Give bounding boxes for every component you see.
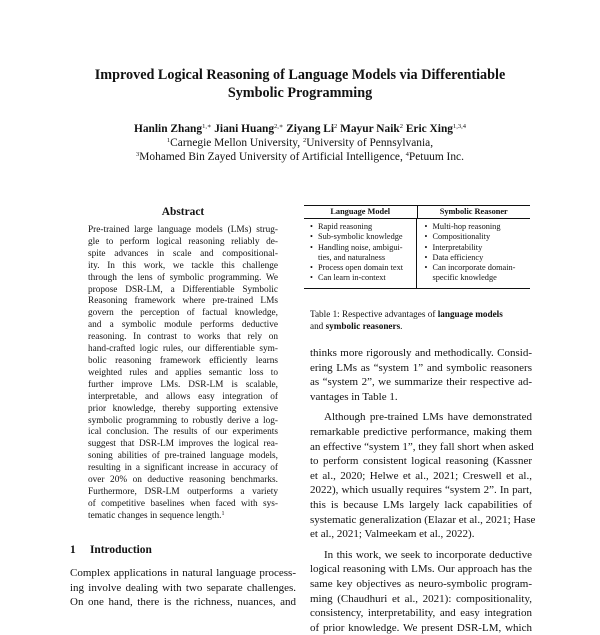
author-sup: 2 xyxy=(334,123,338,130)
body-line: 2022), which usually requires “system 2”. In part, xyxy=(310,484,532,497)
table-header-row xyxy=(304,206,530,218)
intro-body xyxy=(70,566,296,610)
body-line: of prior knowledge. We present DSR-LM, which xyxy=(310,621,532,634)
footnote-mark: 1 xyxy=(221,510,225,517)
author-sup: 2,∗ xyxy=(274,123,284,130)
title-line-2: Symbolic Programming xyxy=(227,85,373,101)
intro-line: Complex applications in natural language process- xyxy=(70,567,296,579)
author-names xyxy=(40,122,560,136)
affiliation-text: University of Pennsylvania, xyxy=(306,137,434,149)
affiliation-sup: 1 xyxy=(166,137,171,144)
right-column-body xyxy=(310,346,536,635)
abstract-line xyxy=(88,511,278,523)
table-list-item: • Data efficiency xyxy=(425,253,531,263)
abstract-line: and a symbolic module performs deductive xyxy=(88,320,278,331)
abstract-line: gle to perform logical reasoning reliably de- xyxy=(88,236,278,247)
body-line: et al., 2020; Helwe et al., 2021; Creswell et al., xyxy=(310,469,532,482)
abstract-line: over 20% on deductive reasoning benchmarks. xyxy=(88,475,278,486)
table-list-item: • Multi-hop reasoning xyxy=(425,222,531,232)
affiliation-text: Mohamed Bin Zayed University of Artificial Intelligence, xyxy=(139,151,406,163)
affiliation-text: Carnegie Mellon University, xyxy=(170,137,303,149)
abstract-line: ical conclusion. The results of our experiments xyxy=(88,427,278,438)
body-line: as “system 2”, we summarize their respective ad- xyxy=(310,376,532,389)
abstract-line: suggest that DSR-LM improves the logical rea- xyxy=(88,439,278,450)
body-line: this is because LMs largely lack capabilities of xyxy=(310,498,532,511)
table-list-item: • Process open domain text xyxy=(310,263,416,273)
body-line: Although pre-trained LMs have demonstrated xyxy=(324,411,532,424)
affiliation-sup: 4 xyxy=(405,151,409,158)
abstract-line: resulting in a significant increase in accuracy of xyxy=(88,463,278,474)
body-line: ming (Chaudhuri et al., 2021): compositionality, xyxy=(310,592,532,605)
abstract-line: hand-crafted logic rules, our differentiable sym- xyxy=(88,344,278,355)
abstract-line: ity. In this work, we tackle this challenge xyxy=(88,260,278,271)
abstract-line: Reasoning framework where pre-trained LMs xyxy=(88,296,278,307)
table-list-item: • Rapid reasoning xyxy=(310,222,416,232)
body-line: ering LMs as “system 1” and symbolic reasoners xyxy=(310,361,532,374)
section-title: Introduction xyxy=(90,544,152,556)
abstract-line: Pre-trained large language models (LMs) strug- xyxy=(88,225,278,235)
table-list-item: • Interpretability xyxy=(425,243,531,253)
author-sup: 1,3,4 xyxy=(452,123,466,130)
body-line: consistency, interpretability, and easy integration xyxy=(310,607,532,620)
body-line: an effective “system 1”, they fall short when asked xyxy=(310,440,534,453)
abstract-line: symbolic programming to robustly derive a log- xyxy=(88,415,278,426)
table-header-language-model: Language Model xyxy=(304,206,418,218)
paper-title xyxy=(60,66,540,102)
intro-line: On one hand, there is the richness, nuances, and xyxy=(70,596,296,609)
abstract-line: weighted rules and applies semantic loss to xyxy=(88,367,278,378)
table-column-symbolic-reasoner xyxy=(417,219,531,288)
abstract-line: soning abilities of pre-trained language models, xyxy=(88,451,278,462)
caption-end: . xyxy=(400,320,403,331)
affiliation-text: Petuum Inc. xyxy=(408,151,464,163)
body-line: logical reasoning with LMs. Our approach has the xyxy=(310,563,532,576)
body-line: thinks more rigorously and methodically. Consid- xyxy=(310,347,532,359)
affiliation-line-1 xyxy=(40,136,560,150)
body-line: systematic generalization (Elazar et al., 2021; Hase xyxy=(310,513,536,526)
abstract-line: prior knowledge, thereby supporting extensive xyxy=(88,403,278,414)
abstract-heading: Abstract xyxy=(161,206,205,218)
author-name: Hanlin Zhang xyxy=(134,123,203,135)
abstract-line: of competitive baselines when faced with sys- xyxy=(88,498,278,509)
author-name: Eric Xing xyxy=(405,123,453,135)
table-list-item: • Can learn in-context xyxy=(310,273,416,283)
intro-line: ing involve dealing with two separate challenges. xyxy=(70,581,296,594)
abstract-line: through the lens of symbolic programming. We xyxy=(88,272,278,283)
table-list-item: • Can incorporate domain- specific knowledge xyxy=(425,263,531,283)
abstract-line: interpretable, and allows easy integration of xyxy=(88,391,278,402)
abstract-line: govern the perception of factual knowledge, xyxy=(88,308,278,319)
title-line-1: Improved Logical Reasoning of Language Models via Differentiable xyxy=(94,67,506,83)
abstract-line: further improve LMs. DSR-LM is scalable, xyxy=(88,379,278,390)
abstract-last-text: tematic changes in sequence length. xyxy=(88,510,222,521)
author-block xyxy=(40,122,560,164)
caption-mid: and xyxy=(310,320,326,331)
caption-prefix: Table 1: Respective advantages of xyxy=(310,309,438,319)
abstract-line: propose DSR-LM, a Differentiable Symbolic xyxy=(88,284,278,295)
body-line: remarkable predictive performance, making them xyxy=(310,425,532,438)
author-name: Jiani Huang xyxy=(214,123,275,135)
caption-bold-sr: symbolic reasoners xyxy=(325,320,401,331)
abstract-body xyxy=(88,225,278,523)
table-caption xyxy=(310,309,532,332)
abstract-line: reasoning. In contrast to works that rely on xyxy=(88,332,278,343)
table-list-item: • Handling noise, ambigui- ties, and naturalness xyxy=(310,243,416,263)
body-line: In this work, we seek to incorporate deductive xyxy=(324,548,532,561)
comparison-table xyxy=(304,205,530,289)
abstract-line: bolic reasoning framework efficiently learns xyxy=(88,355,278,366)
body-line: et al., 2021; Valmeekam et al., 2022). xyxy=(310,528,475,541)
section-number: 1 xyxy=(70,544,76,556)
body-line: vantages in Table 1. xyxy=(310,390,398,403)
abstract-line: spite advances in scale and compositional- xyxy=(88,248,278,259)
body-line: same key objectives as neuro-symbolic program- xyxy=(310,577,532,590)
author-sup: 1,∗ xyxy=(202,123,212,130)
author-sup: 2 xyxy=(399,123,403,130)
caption-bold-lm: language models xyxy=(437,309,503,319)
table-body xyxy=(304,219,530,288)
body-line: to perform consistent logical reasoning (Kassner xyxy=(310,455,532,468)
affiliation-sup: 2 xyxy=(302,137,307,144)
author-name: Mayur Naik xyxy=(340,123,400,135)
table-list-item: • Sub-symbolic knowledge xyxy=(310,232,416,242)
table-list-item: • Compositionality xyxy=(425,232,531,242)
affiliation-sup: 3 xyxy=(136,151,140,158)
section-heading xyxy=(70,544,152,556)
table-column-language-model xyxy=(304,219,417,288)
table-header-symbolic-reasoner: Symbolic Reasoner xyxy=(439,207,508,216)
abstract-line: Furthermore, DSR-LM outperforms a variety xyxy=(88,486,278,497)
author-name: Ziyang Li xyxy=(286,123,334,135)
affiliation-line-2 xyxy=(40,150,560,164)
